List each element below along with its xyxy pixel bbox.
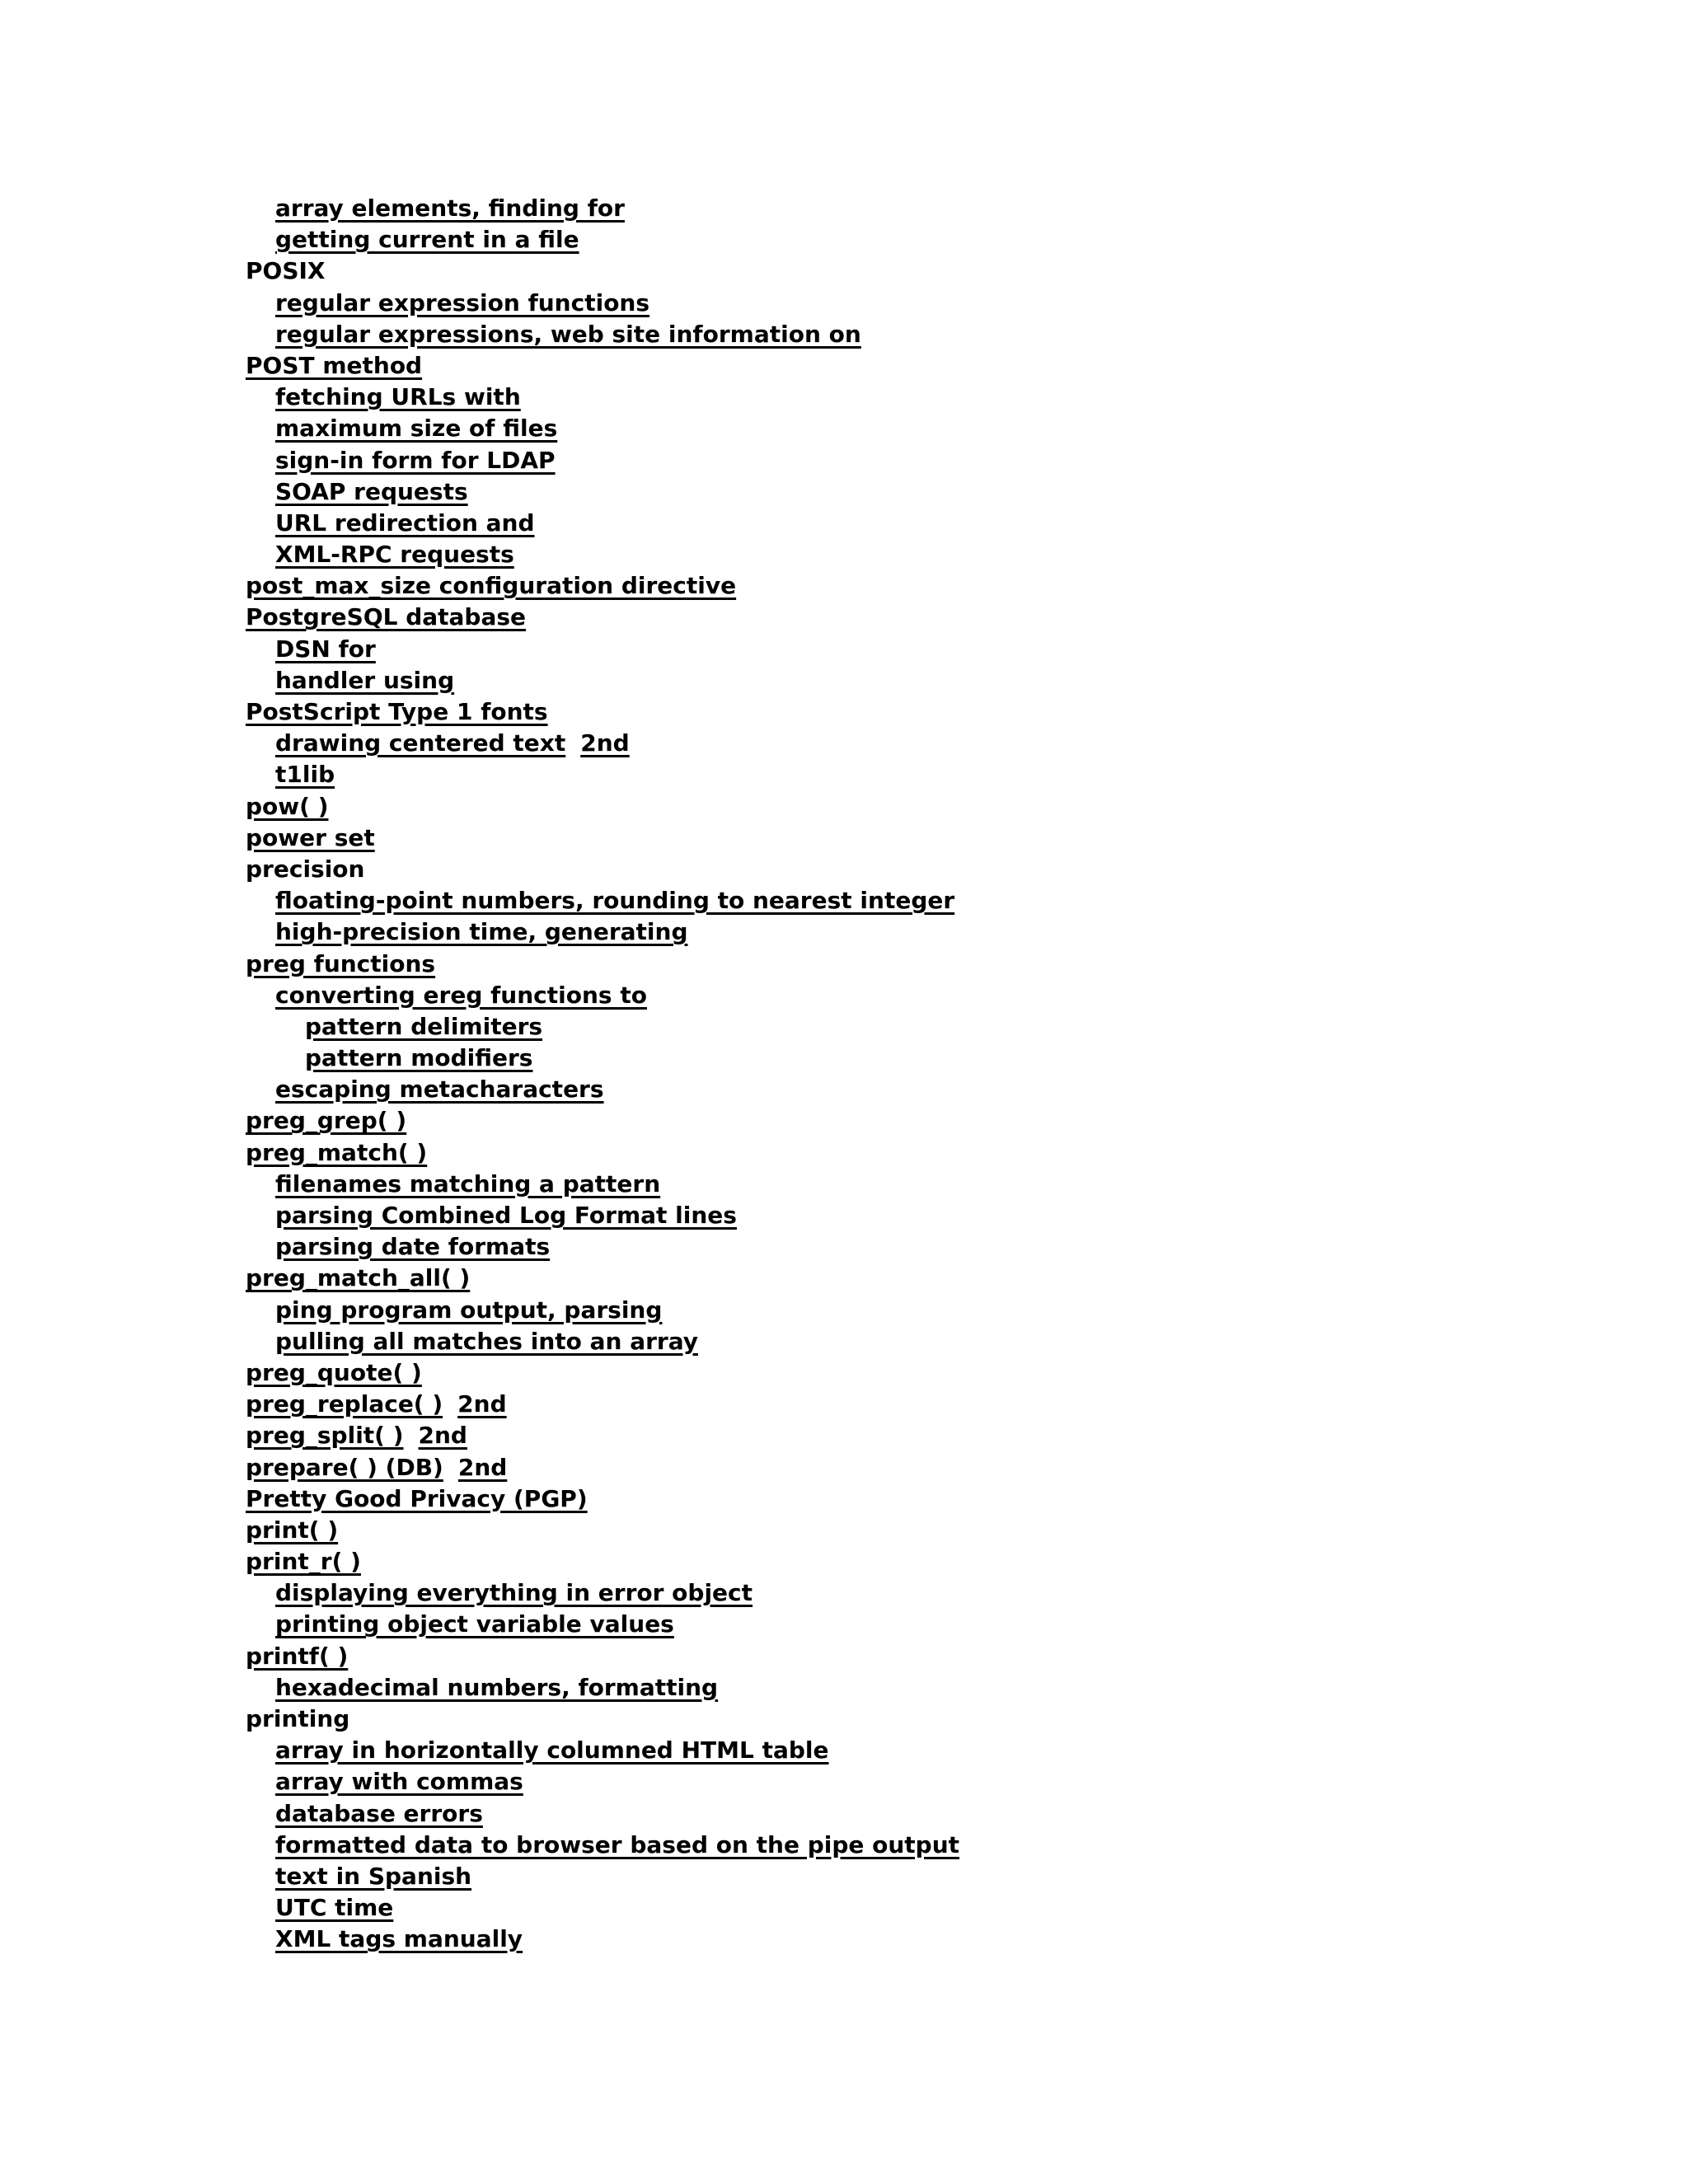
index-list [246,193,1647,1956]
index-entry [246,288,1647,319]
index-link[interactable]: ping program output, parsing [275,1296,663,1324]
index-entry [246,634,1647,665]
index-link[interactable]: hexadecimal numbers, formatting [275,1673,719,1701]
index-entry [246,1924,1647,1955]
index-entry [246,1577,1647,1609]
index-link[interactable]: Pretty Good Privacy (PGP) [246,1484,588,1512]
index-entry [246,602,1647,633]
index-entry [246,1326,1647,1357]
index-link[interactable]: print_r( ) [246,1548,361,1576]
index-link[interactable]: PostgreSQL database [246,603,527,631]
index-entry [246,1105,1647,1137]
index-entry [246,1515,1647,1546]
index-entry [246,1798,1647,1830]
index-entry [246,224,1647,255]
index-entry [246,255,1647,287]
index-entry [246,1295,1647,1326]
index-entry [246,759,1647,790]
index-link[interactable]: drawing centered text [275,729,566,757]
index-entry [246,1420,1647,1451]
index-link[interactable]: filenames matching a pattern [275,1169,661,1197]
index-link[interactable]: printing object variable values [275,1610,674,1638]
index-link[interactable]: print( ) [246,1516,339,1544]
index-link[interactable]: XML-RPC requests [275,541,514,569]
index-entry [246,1137,1647,1169]
index-entry [246,1200,1647,1231]
index-entry [246,1766,1647,1797]
index-link[interactable]: preg_replace( ) [246,1390,443,1418]
index-page-ref-link[interactable]: 2nd [418,1422,467,1450]
index-page-ref-link[interactable]: 2nd [580,729,630,757]
index-link[interactable]: pattern modifiers [305,1044,533,1072]
index-link[interactable]: escaping metacharacters [275,1076,604,1104]
index-entry [246,445,1647,476]
index-link[interactable]: fetching URLs with [275,383,521,411]
index-link[interactable]: pow( ) [246,792,329,820]
index-link[interactable]: getting current in a file [275,226,579,254]
index-link[interactable]: floating-point numbers, rounding to nearest integer [275,887,955,915]
index-link[interactable]: high-precision time, generating [275,918,688,946]
index-entry [246,1861,1647,1892]
index-link[interactable]: regular expression functions [275,288,650,316]
index-link[interactable]: preg_split( ) [246,1422,404,1450]
index-link[interactable]: printf( ) [246,1642,349,1670]
index-entry [246,476,1647,508]
index-link[interactable]: sign-in form for LDAP [275,446,556,474]
index-link[interactable]: preg_grep( ) [246,1107,407,1135]
index-entry [246,1169,1647,1200]
index-link[interactable]: preg_match_all( ) [246,1264,471,1292]
index-link[interactable]: preg_quote( ) [246,1358,422,1386]
index-entry [246,1892,1647,1924]
index-entry [246,1735,1647,1766]
index-link[interactable]: pattern delimiters [305,1012,543,1040]
index-entry [246,1452,1647,1483]
index-entry [246,728,1647,759]
index-link[interactable]: array in horizontally columned HTML table [275,1736,829,1765]
index-entry [246,1357,1647,1389]
index-entry [246,1011,1647,1043]
index-entry [246,823,1647,854]
index-link[interactable]: parsing Combined Log Format lines [275,1202,737,1229]
index-entry [246,413,1647,444]
index-entry [246,665,1647,696]
index-heading: printing [246,1705,350,1732]
index-entry [246,791,1647,823]
index-entry [246,570,1647,602]
index-entry [246,949,1647,980]
index-heading: POSIX [246,257,326,285]
index-link[interactable]: SOAP requests [275,477,468,505]
index-heading: precision [246,855,365,883]
index-entry [246,350,1647,382]
index-link[interactable]: power set [246,823,375,851]
index-entry [246,1672,1647,1704]
index-link[interactable]: handler using [275,666,455,694]
index-entry [246,696,1647,728]
index-link[interactable]: PostScript Type 1 fonts [246,698,548,725]
index-entry [246,1074,1647,1105]
index-entry [246,319,1647,350]
index-link[interactable]: post_max_size configuration directive [246,572,737,600]
index-entry [246,1231,1647,1263]
index-link[interactable]: pulling all matches into an array [275,1327,698,1355]
index-link[interactable]: formatted data to browser based on the pipe output [275,1830,960,1858]
index-page-ref-link[interactable]: 2nd [457,1390,507,1418]
index-link[interactable]: UTC time [275,1894,394,1922]
index-entry [246,382,1647,413]
index-entry [246,1043,1647,1074]
index-link[interactable]: preg_match( ) [246,1138,428,1166]
index-entry [246,980,1647,1011]
index-link[interactable]: database errors [275,1799,483,1827]
index-link[interactable]: URL redirection and [275,509,535,537]
index-link[interactable]: array elements, finding for [275,194,625,222]
index-entry [246,1389,1647,1420]
index-link[interactable]: XML tags manually [275,1925,523,1953]
index-entry [246,854,1647,885]
index-link[interactable]: preg functions [246,949,436,977]
index-entry [246,508,1647,539]
index-entry [246,1641,1647,1672]
index-link[interactable]: text in Spanish [275,1862,472,1890]
index-entry [246,885,1647,916]
index-entry [246,1483,1647,1515]
index-link[interactable]: parsing date formats [275,1233,551,1261]
index-link[interactable]: t1lib [275,761,335,789]
index-link[interactable]: regular expressions, web site information on [275,320,861,348]
index-link[interactable]: converting ereg functions to [275,981,647,1009]
index-entry [246,1609,1647,1640]
index-entry [246,1546,1647,1577]
index-link[interactable]: prepare( ) (DB) [246,1453,443,1481]
index-entry [246,1830,1647,1861]
index-entry [246,539,1647,570]
index-link[interactable]: displaying everything in error object [275,1579,753,1607]
index-entry [246,916,1647,948]
index-link[interactable]: maximum size of files [275,415,558,443]
index-entry [246,1704,1647,1735]
index-link[interactable]: DSN for [275,635,376,663]
index-link[interactable]: array with commas [275,1768,523,1796]
index-entry [246,1263,1647,1294]
index-entry [246,193,1647,224]
index-link[interactable]: POST method [246,351,423,379]
index-page-ref-link[interactable]: 2nd [457,1453,508,1481]
